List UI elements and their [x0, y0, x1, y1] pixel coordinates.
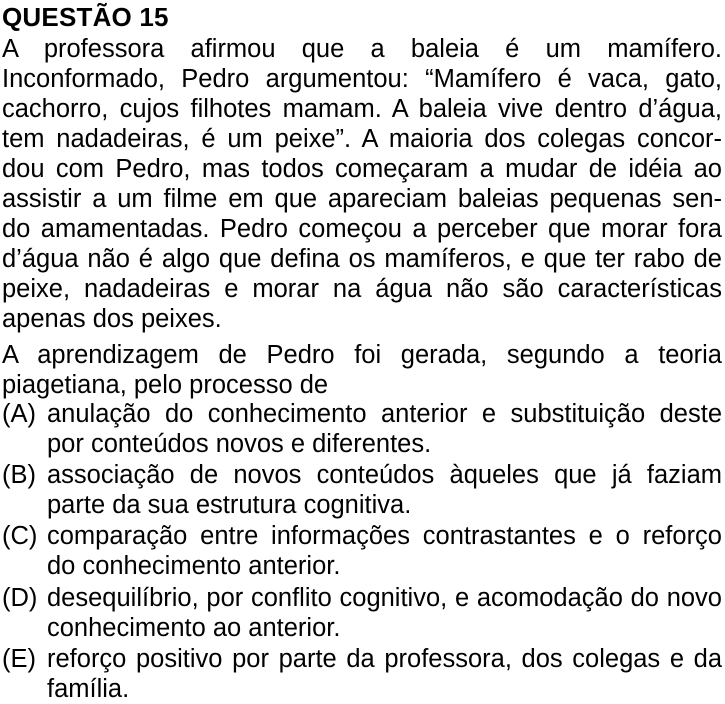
option-text-line: associação de novos conteúdos àqueles que já faziam: [47, 461, 722, 489]
option-text-line: anulação do conhecimento anterior e substituição deste: [47, 400, 722, 428]
question-title: QUESTÃO 15: [2, 2, 169, 32]
option-text-line: por conteúdos novos e diferentes.: [47, 430, 432, 458]
option-text-line: do conhecimento anterior.: [47, 552, 341, 580]
prompt-line: piagetiana, pelo processo de: [2, 371, 329, 399]
option-letter: (D): [2, 584, 38, 612]
option-text-line: família.: [47, 675, 130, 703]
option-text-line: parte da sua estrutura cognitiva.: [47, 491, 412, 519]
option-letter: (B): [2, 461, 36, 489]
paragraph-line: A professora afirmou que a baleia é um mamífero.: [2, 35, 722, 63]
paragraph-line: d’água não é algo que defina os mamíferos, e que ter rabo de: [2, 245, 722, 273]
paragraph-line: tem nadadeiras, é um peixe”. A maioria dos colegas concor-: [2, 125, 722, 153]
paragraph-line: peixe, nadadeiras e morar na água não são características: [2, 275, 722, 303]
option-letter: (C): [2, 522, 38, 550]
paragraph-line: apenas dos peixes.: [2, 305, 222, 333]
paragraph-line: do amamentadas. Pedro começou a perceber que morar fora: [2, 215, 722, 243]
paragraph-line: Inconformado, Pedro argumentou: “Mamífero é vaca, gato,: [2, 65, 722, 93]
option-text-line: desequilíbrio, por conflito cognitivo, e acomodação do novo: [47, 584, 722, 612]
paragraph-line: assistir a um filme em que apareciam baleias pequenas sen-: [2, 185, 722, 213]
option-letter: (A): [2, 400, 36, 428]
paragraph-line: cachorro, cujos filhotes mamam. A baleia vive dentro d’água,: [2, 95, 722, 123]
option-text-line: reforço positivo por parte da professora, dos colegas e da: [47, 645, 722, 673]
option-text-line: comparação entre informações contrastantes e o reforço: [47, 522, 722, 550]
option-text-line: conhecimento ao anterior.: [47, 614, 341, 642]
option-letter: (E): [2, 645, 36, 673]
prompt-line: A aprendizagem de Pedro foi gerada, segundo a teoria: [2, 341, 722, 369]
paragraph-line: dou com Pedro, mas todos começaram a mudar de idéia ao: [2, 155, 722, 183]
